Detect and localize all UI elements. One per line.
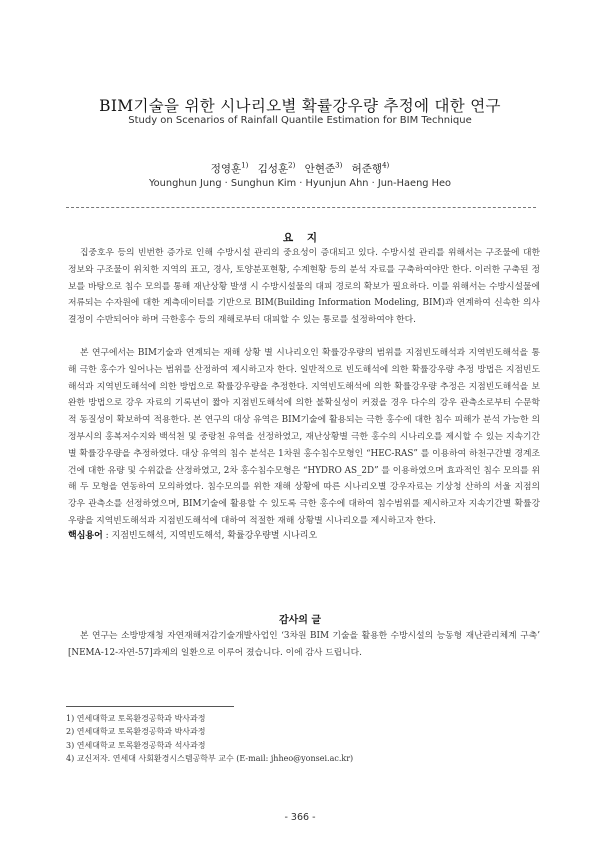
- acknowledgement-text: 본 연구는 소방방재청 자연재해저감기술개발사업인 ‘3차원 BIM 기술을 활용한 수방시설의 능동형 재난관리체계 구축’ [NEMA-12-자연-57]과제의 일환으로 이루어 졌습니다. 이에 감사 드립니다.: [68, 631, 540, 658]
- page-number: - 366 -: [284, 812, 316, 823]
- keywords-label: 핵심용어: [68, 531, 103, 541]
- footnote-3: 3) 연세대학교 토목환경공학과 석사과정: [66, 740, 206, 750]
- author-list-korean: [0, 161, 600, 176]
- keywords: [68, 528, 540, 541]
- keywords-separator: :: [105, 531, 112, 541]
- footnote-2: 2) 연세대학교 토목환경공학과 박사과정: [66, 727, 206, 737]
- paper-title-english: Study on Scenarios of Rainfall Quantile Estimation for BIM Technique: [128, 115, 472, 126]
- abstract-paragraph-2: 본 연구에서는 BIM기술과 연계되는 재해 상황 별 시나리오인 확률강우량의 범위를 지점빈도해석과 지역빈도해석을 통해 극한 홍수가 일어나는 범위를 산정하여 제시하고자 한다. 일반적으로 빈도해석에 의한 확률강우량 추정 방법은 지점빈도해석과 지역빈도해석에 의한 방법으로 확률강우량을 추정한다. 지역빈도해석에 의한 확률강우량 추정은 지점빈도해석을 보완한 방법으로 강우 자료의 기록년이 짧아 지점빈도해석에 의한 불확실성이 커졌을 경우 다수의 강우 관측소로부터 수문학적 동질성이 확보하여 적용한다. 본 연구의 대상 유역은 BIM기술에 활용되는 극한 홍수에 대한 침수 피해가 분석 가능한 의정부시의 홍복저수지와 백석천 및 중랑천 유역을 선정하였고, 재난상황별 극한 홍수의 시나리오를 제시할 수 있는 지속기간별 확률강우량을 추정하였다. 대상 유역의 침수 분석은 1차원 홍수침수모형인 “HEC-RAS” 를 이용하여 하천구간별 경계조건에 대한 유량 및 수위값을 산정하였고, 2차 홍수침수모형은 “HYDRO AS_2D” 를 이용하였으며 효과적인 침수 모의를 위해 두 모형을 연동하여 모의하였다. 침수모의를 위한 재해 상황에 따른 시나리오별 강우자료는 기상청 산하의 서울 지점의 강우 관측소를 선정하였으며, BIM기술에 활용할 수 있도록 극한 홍수에 대하여 침수범위를 제시하고자 지속기간별 확률강우량을 지역빈도해석과 지점빈도해석에 대하여 적절한 재해 상황별 시나리오를 제시하고자 한다.: [68, 348, 540, 526]
- keywords-value: 지점빈도해석, 지역빈도해석, 확률강우량별 시나리오: [111, 531, 318, 541]
- footnote-1: 1) 연세대학교 토목환경공학과 박사과정: [66, 714, 206, 723]
- author-4: 허준행$^{4)}$: [351, 161, 390, 175]
- author-1: 정영훈$^{1)}$: [210, 161, 249, 175]
- author-list-english: Younghun Jung · Sunghun Kim · Hyunjun Ahn · Jun-Haeng Heo: [148, 178, 452, 189]
- acknowledgement-heading: 감사의 글: [278, 615, 322, 626]
- abstract-paragraph-1: 집중호우 등의 빈번한 증가로 인해 수방시설 관리의 중요성이 증대되고 있다. 수방시설 관리를 위해서는 구조물에 대한 정보와 구조물이 위치한 지역의 표고, 경사, 토양분포현황, 수계현황 등의 분석 자료를 구축하여야만 한다. 이러한 구축된 정보를 바탕으로 침수 모의를 통해 재난상황 발생 시 수방시설물의 대피 경로의 확보가 필요하다. 이를 위해서는 수방시설물에 저류되는 수자원에 대한 계측데이터를 기반으로 BIM(Building Information Modeling, BIM)과 연계하여 신속한 의사결정이 수반되어야 하며 극한홍수 등의 재해로부터 대피할 수 있는 통로를 설정하여야 한다.: [68, 248, 540, 326]
- abstract-heading: 요 지: [283, 232, 317, 244]
- footnote-rule: [66, 706, 234, 707]
- footnote-list: [66, 712, 353, 766]
- section-divider: [66, 207, 536, 208]
- author-2: 김성훈$^{2)}$: [257, 161, 296, 175]
- author-3: 안현준$^{3)}$: [304, 161, 343, 175]
- footnote-4: 4) 교신저자. 연세대 사회환경시스템공학부 교수 (E-mail: jhheo@yonsei.ac.kr): [66, 754, 354, 764]
- paper-title-korean: BIM기술을 위한 시나리오별 확률강우량 추정에 대한 연구: [99, 97, 501, 115]
